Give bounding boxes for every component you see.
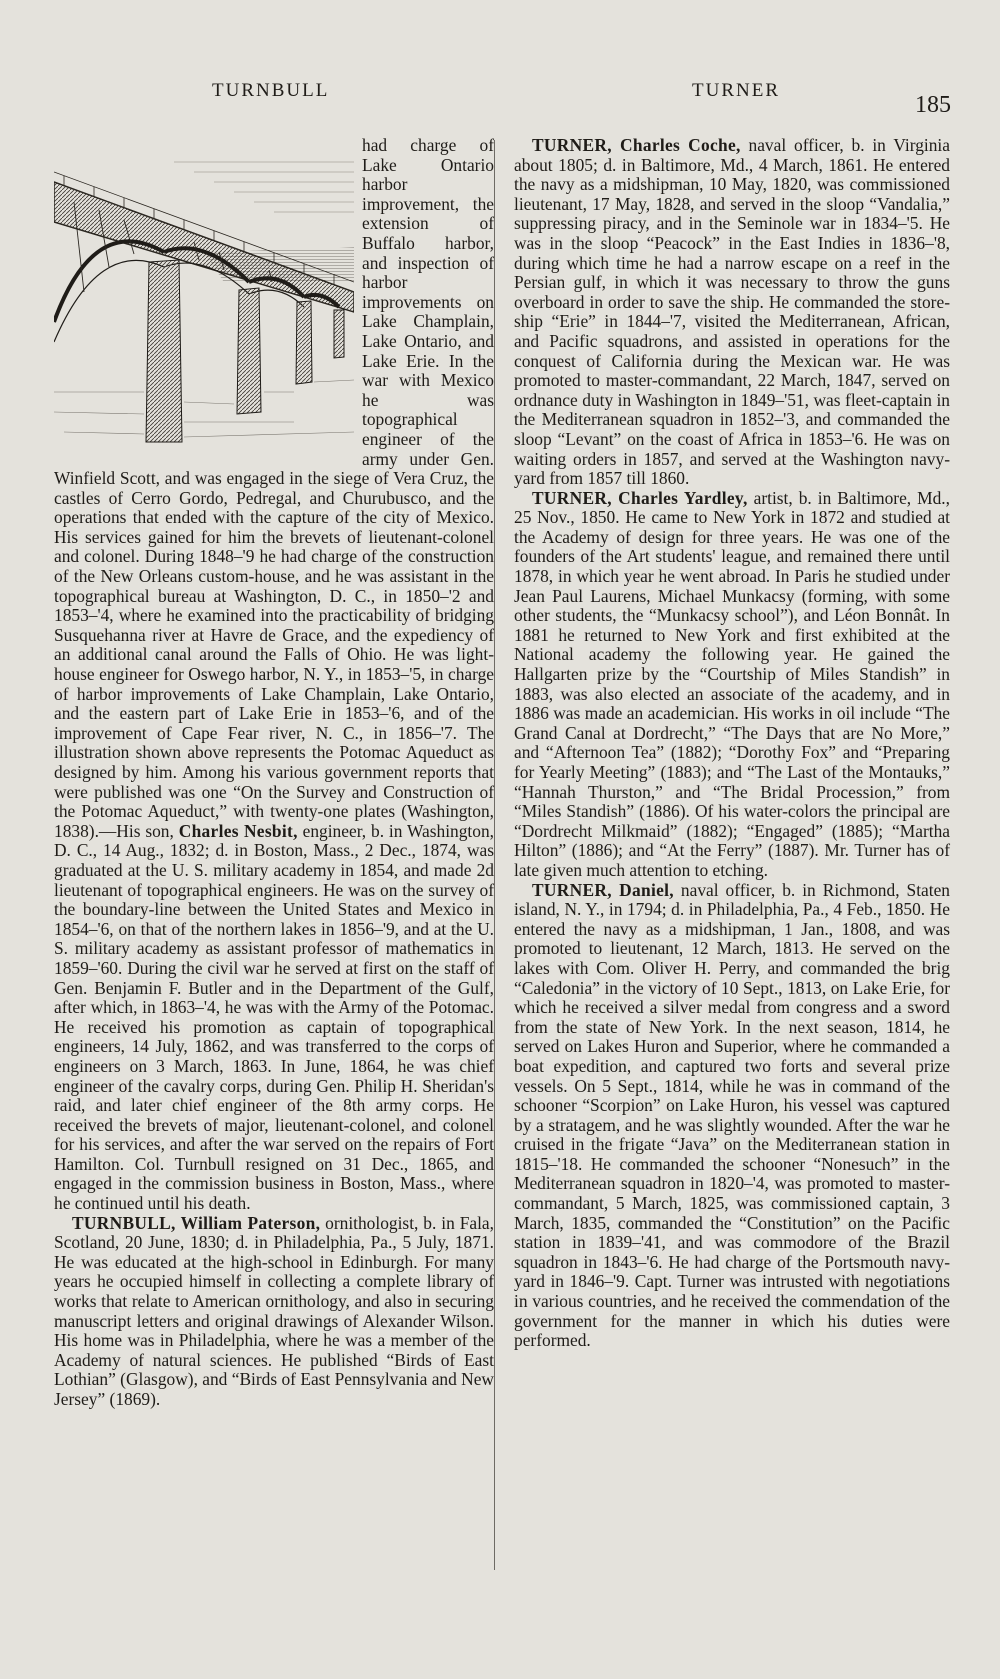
entry-text: naval officer, b. in Virginia about 1805; d. in Baltimore, Md., 4 March, 1861. He entered the navy as a midshipman, 10 May, 1820, was commissioned lieutenant, 17 May, 1828, and served in the sloop “Vandalia,” suppressing piracy, and in the Seminole war in 1834–'5. He was in the sloop “Peacock” in the East Indies in 1836–'8, during which time he had a narrow escape on a reef in the Persian gulf, in which it was necessary to throw the guns overboard in order to save the ship. He commanded the store-ship “Erie” in 1844–'7, visited the Mediterranean, African, and Pacific squadrons, and assisted in operations for the conquest of California during the Mexican war. He was promoted to master-commandant, 22 March, 1847, served on ordnance duty in Washington in 1849–'51, was fleet-captain in the Mediterranean squadron in 1852–'3, and commanded the sloop “Levant” on the coast of Africa in 1853–'6. He was on waiting orders in 1857, and served at the Washington navy-yard from 1857 till 1860. <box>514 135 950 489</box>
page-number: 185 <box>915 92 951 118</box>
entry-turner-charles-yardley <box>514 489 950 881</box>
left-column <box>54 136 494 1410</box>
entry-heading: TURNER, Charles Yardley, <box>532 487 748 508</box>
right-column <box>514 136 950 1351</box>
son-biography-text: engineer, b. in Washington, D. C., 14 Aug., 1832; d. in Boston, Mass., 2 Dec., 1874, was graduated at the U. S. military academy in 1854, and made 2d lieutenant of topographical engineers. He was on the survey of the boundary-line between the United States and Mexico in 1854–'6, on that of the northern lakes in 1856–'9, and at the U. S. military academy as assistant professor of mathematics in 1859–'60. During the civil war he served at first on the staff of Gen. Benjamin F. Butler and in the Department of the Gulf, after which, in 1863–'4, he was with the Army of the Potomac. He received his promotion as captain of topographical engineers, 14 July, 1862, and was transferred to the corps of engineers on 3 March, 1863. In June, 1864, he was chief engineer of the cavalry corps, during Gen. Philip H. Sheridan's raid, and later chief engineer of the 8th army corps. He received the brevets of major, lieutenant-colonel, and colonel for his services, and after the war served on the repairs of Fort Hamilton. Col. Turnbull resigned on 31 Dec., 1865, and engaged in the commission business in Boston, Mass., where he continued until his death. <box>54 820 494 1214</box>
running-head-right: TURNER <box>692 80 780 101</box>
column-divider <box>494 140 495 1570</box>
entry-text: ornithologist, b. in Fala, Scotland, 20 June, 1830; d. in Philadelphia, Pa., 5 July, 1871. He was educated at the high-school in Edinburgh. For many years he occupied himself in collecting a complete library of works that relate to American ornithology, and also in securing manuscript letters and original drawings of Alexander Wilson. His home was in Philadelphia, where he was a member of the Academy of natural sciences. He published “Birds of East Lothian” (Glasgow), and “Birds of East Pennsylvania and New Jersey” (1869). <box>54 1212 494 1409</box>
entry-turner-charles-coche <box>514 136 950 489</box>
running-head-left: TURNBULL <box>212 80 330 101</box>
entry-heading: TURNER, Charles Coche, <box>532 135 741 155</box>
entry-turner-daniel <box>514 881 950 1351</box>
entry-text: naval officer, b. in Richmond, Staten island, N. Y., in 1794; d. in Philadelphia, Pa., 4 Feb., 1850. He entered the navy as a midshipman, 1 Jan., 1808, and was promoted to lieutenant, 12 March, 1813. He served on the lakes with Com. Oliver H. Perry, and commanded the brig “Caledonia” in the victory of 10 Sept., 1813, on Lake Erie, for which he received a silver medal from congress and a sword from the state of New York. In the next season, 1814, he served on Lakes Huron and Superior, where he commanded a boat expedition, and captured two forts and several prize vessels. On 5 Sept., 1814, while he was in command of the schooner “Scorpion” on Lake Huron, his vessel was captured by a stratagem, and he was slightly wounded. After the war he cruised in the frigate “Java” on the Mediterranean station in 1815–'18. He commanded the schooner “Nonesuch” in the Mediterranean squadron in 1820–'4, was promoted to master-commandant, 5 March, 1825, was commissioned captain, 3 March, 1835, commanded the “Constitution” on the Pacific station in 1839–'41, and was commodore of the Brazil squadron in 1843–'6. He had charge of the Portsmouth navy-yard in 1846–'9. Capt. Turner was intrusted with negotiations in various countries, and he received the commendation of the government for the manner in which his duties were performed. <box>514 879 950 1351</box>
entry-turnbull-william <box>54 1214 494 1410</box>
son-name: Charles Nesbit, <box>178 820 298 841</box>
entry-text: artist, b. in Baltimore, Md., 25 Nov., 1850. He came to New York in 1872 and studied at the Academy of design for three years. He was one of the founders of the Art students' league, and remained there until 1878, in which year he went abroad. In Paris he studied under Jean Paul Laurens, Michael Munkacsy (forming, with some other students, the “Munkacsy school”), and Léon Bonnât. In 1881 he returned to New York and first exhibited at the National academy the following year. He gained the Hallgarten prize by the “Courtship of Miles Standish” in 1883, was also elected an associate of the academy, and in 1886 was made an academician. His works in oil include “The Grand Canal at Dordrecht,” “The Days that are No More,” and “Afternoon Tea” (1882); “Dorothy Fox” and “Preparing for Yearly Meeting” (1883); and “The Last of the Montauks,” “Hannah Thurston,” and “The Bridal Procession,” from “Miles Standish” (1886). Of his water-colors the principal are “Dordrecht Milkmaid” (1882); “Engaged” (1885); “Martha Hilton” (1886); and “At the Ferry” (1887). Mr. Turner has of late given much attention to etching. <box>514 487 950 880</box>
turnbull-intro-text: had charge of Lake Ontario harbor improvement, the extension of Buffalo harbor, and inspection of harbor improvements on Lake Champlain, Lake Ontario, and Lake Erie. In the war with Mexico he was topographical engineer of the army under Gen. Winfield Scott, and was engaged in the siege of Vera Cruz, the castles of Cerro Gordo, Pedregal, and Churubusco, and the operations that ended with the capture of the city of Mexico. His services gained for him the brevets of lieutenant-colonel and colonel. During 1848–'9 he had charge of the construction of the New Orleans custom-house, and he was assistant in the topographical bureau at Washington, D. C., in 1850–'2 and 1853–'4, where he examined into the practicability of bridging Susquehanna river at Havre de Grace, and the expediency of an additional canal around the Falls of Ohio. He was light-house engineer for Oswego harbor, N. Y., in 1853–'5, in charge of harbor improvements of Lake Champlain, Lake Ontario, and the eastern part of Lake Erie in 1853–'6, and of the improvement of Cape Fear river, N. C., in 1856–'7. The illustration shown above represents the Potomac Aqueduct as designed by him. Among his various government reports that were published was one “On the Survey and Construction of the Potomac Aqueduct,” with twenty-one plates (Washington, 1838).—His son, <box>54 135 494 841</box>
entry-heading: TURNBULL, William Paterson, <box>72 1212 321 1233</box>
entry-heading: TURNER, Daniel, <box>532 879 674 900</box>
aqueduct-engraving <box>54 142 354 452</box>
turnbull-continued-paragraph <box>54 136 494 1214</box>
